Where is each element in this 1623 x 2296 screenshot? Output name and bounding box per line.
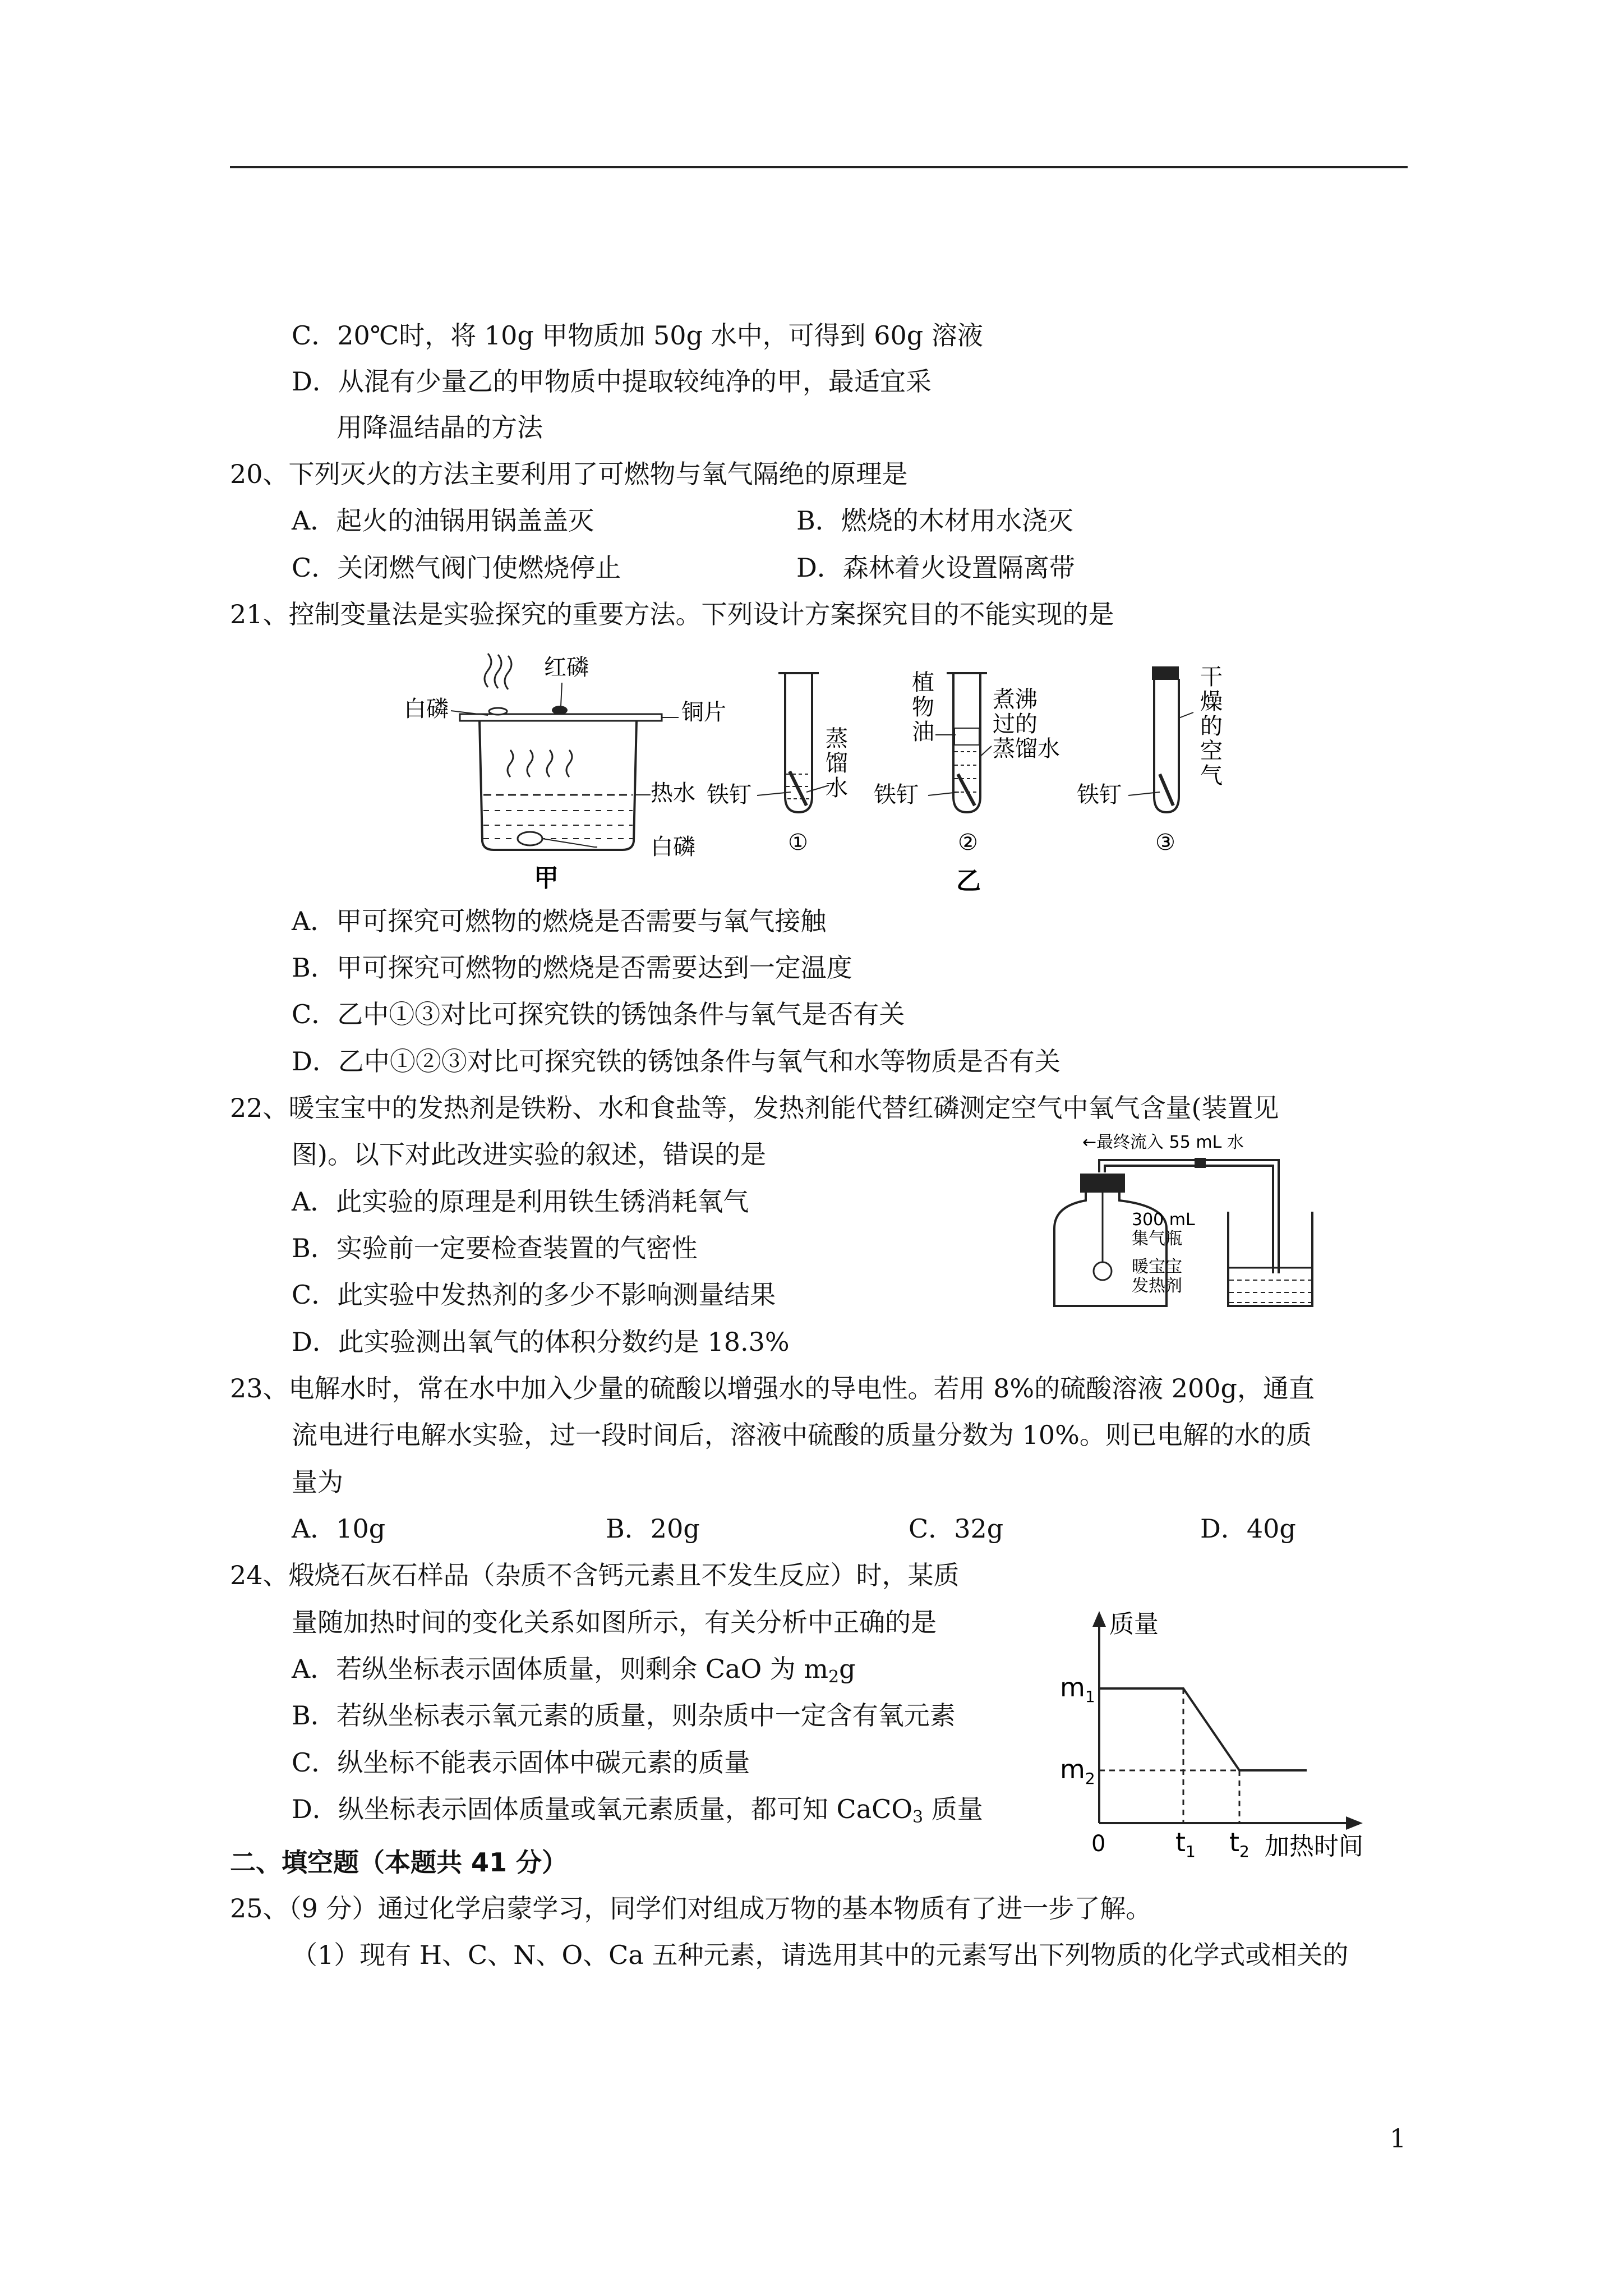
header-rule	[230, 166, 1408, 168]
label-agent-line1: 暖宝宝	[1132, 1257, 1182, 1277]
q22-stem-line2: 图)。以下对此改进实验的叙述，错误的是	[292, 1139, 766, 1170]
q24-option-c: C．纵坐标不能表示固体中碳元素的质量	[292, 1747, 750, 1778]
label-t3-air: 干燥的空气	[1200, 664, 1223, 789]
graph-t2: $t_2$	[1229, 1827, 1249, 1861]
graph-m2: $m_2$	[1060, 1754, 1095, 1788]
q21-option-b: B．甲可探究可燃物的燃烧是否需要达到一定温度	[292, 953, 852, 983]
label-white-phosphorus-bottom: 白磷	[651, 834, 695, 860]
graph-ylabel: 质量	[1109, 1610, 1159, 1639]
label-bottle-name: 集气瓶	[1132, 1229, 1182, 1249]
graph-m1: $m_1$	[1060, 1672, 1095, 1706]
q21-figure-yi	[707, 662, 1239, 898]
q24-mass-time-graph	[1049, 1604, 1385, 1862]
q21-option-d: D．乙中①②③对比可探究铁的锈蚀条件与氧气和水等物质是否有关	[292, 1046, 1061, 1076]
q23-stem-line2: 流电进行电解水实验，过一段时间后，溶液中硫酸的质量分数为 10%。则已电解的水的质	[292, 1420, 1312, 1450]
label-agent-line2: 发热剂	[1132, 1276, 1182, 1296]
caption-jia: 甲	[534, 864, 559, 892]
label-hot-water: 热水	[651, 780, 695, 806]
q20-option-c: C．关闭燃气阀门使燃烧停止	[292, 553, 621, 583]
label-t1-nail: 铁钉	[707, 782, 751, 808]
q23-stem-line3: 量为	[292, 1467, 343, 1497]
q22-option-b: B．实验前一定要检查装置的气密性	[292, 1233, 698, 1263]
label-copper-plate: 铜片	[681, 700, 726, 725]
page-number: 1	[1390, 2123, 1407, 2154]
q24-option-b: B．若纵坐标表示氧元素的质量，则杂质中一定含有氧元素	[292, 1700, 956, 1731]
q23-option-b: B．20g	[606, 1513, 700, 1544]
label-t1-num: ①	[788, 830, 808, 855]
graph-xlabel: 加热时间	[1265, 1832, 1363, 1861]
q19-option-d-line2: 用降温结晶的方法	[336, 412, 543, 443]
label-t3-num: ③	[1155, 830, 1175, 855]
label-t1-water: 蒸馏水	[826, 726, 848, 801]
q24-option-d: D．纵坐标表示固体质量或氧元素质量，都可知 CaCO$_3$ 质量	[292, 1794, 983, 1827]
label-bottle-volume: 300 mL	[1132, 1210, 1195, 1230]
q22-option-d: D．此实验测出氧气的体积分数约是 18.3%	[292, 1327, 790, 1357]
q24-option-a: A．若纵坐标表示固体质量，则剩余 CaO 为 $m_2g$	[292, 1654, 856, 1687]
q21-option-a: A．甲可探究可燃物的燃烧是否需要与氧气接触	[292, 906, 827, 936]
q24-stem-line2: 量随加热时间的变化关系如图所示，有关分析中正确的是	[292, 1607, 937, 1637]
label-red-phosphorus: 红磷	[544, 655, 589, 680]
q24-stem-line1: 24、煅烧石灰石样品（杂质不含钙元素且不发生反应）时，某质	[230, 1560, 960, 1590]
q21-option-c: C．乙中①③对比可探究铁的锈蚀条件与氧气是否有关	[292, 999, 905, 1029]
q23-stem-line1: 23、电解水时，常在水中加入少量的硫酸以增强水的导电性。若用 8%的硫酸溶液 200g，通直	[230, 1373, 1315, 1404]
q22-option-c: C．此实验中发热剂的多少不影响测量结果	[292, 1280, 776, 1310]
q23-option-a: A．10g	[292, 1513, 386, 1544]
label-flow-in: ←最终流入 55 mL 水	[1082, 1133, 1244, 1152]
q22-stem-line1: 22、暖宝宝中的发热剂是铁粉、水和食盐等，发热剂能代替红磷测定空气中氧气含量(装置见	[230, 1093, 1279, 1123]
q25-stem: 25、（9 分）通过化学启蒙学习，同学们对组成万物的基本物质有了进一步了解。	[230, 1893, 1152, 1924]
label-t2-oil: 植物油	[912, 670, 934, 745]
q20-option-a: A．起火的油锅用锅盖盖灭	[292, 505, 594, 536]
q20-option-d: D．森林着火设置隔离带	[796, 553, 1075, 583]
q25-sub1: （1）现有 H、C、N、O、Ca 五种元素，请选用其中的元素写出下列物质的化学式或相关的	[292, 1940, 1349, 1970]
q21-figure-jia	[404, 648, 726, 892]
label-white-phosphorus-top: 白磷	[404, 696, 449, 722]
q19-option-c: C．20℃时，将 10g 甲物质加 50g 水中，可得到 60g 溶液	[292, 320, 983, 351]
label-t2-nail: 铁钉	[874, 782, 919, 808]
caption-yi: 乙	[956, 867, 981, 895]
q20-option-b: B．燃烧的木材用水浇灭	[796, 505, 1073, 536]
q23-option-c: C．32g	[909, 1513, 1004, 1544]
label-t3-nail: 铁钉	[1077, 782, 1122, 808]
q21-stem: 21、控制变量法是实验探究的重要方法。下列设计方案探究目的不能实现的是	[230, 599, 1114, 629]
q22-option-a: A．此实验的原理是利用铁生锈消耗氧气	[292, 1186, 749, 1217]
graph-t1: $t_1$	[1175, 1827, 1196, 1861]
label-t2-num: ②	[958, 830, 978, 855]
label-t2-water: 煮沸过的蒸馏水	[993, 687, 1060, 762]
section-2-title: 二、填空题（本题共 41 分）	[230, 1847, 568, 1878]
q19-option-d-line1: D．从混有少量乙的甲物质中提取较纯净的甲，最适宜采	[292, 366, 932, 397]
q20-stem: 20、下列灭火的方法主要利用了可燃物与氧气隔绝的原理是	[230, 459, 908, 489]
q23-option-d: D．40g	[1200, 1513, 1296, 1544]
q22-apparatus-figure	[1043, 1128, 1335, 1318]
graph-origin: 0	[1091, 1831, 1106, 1857]
